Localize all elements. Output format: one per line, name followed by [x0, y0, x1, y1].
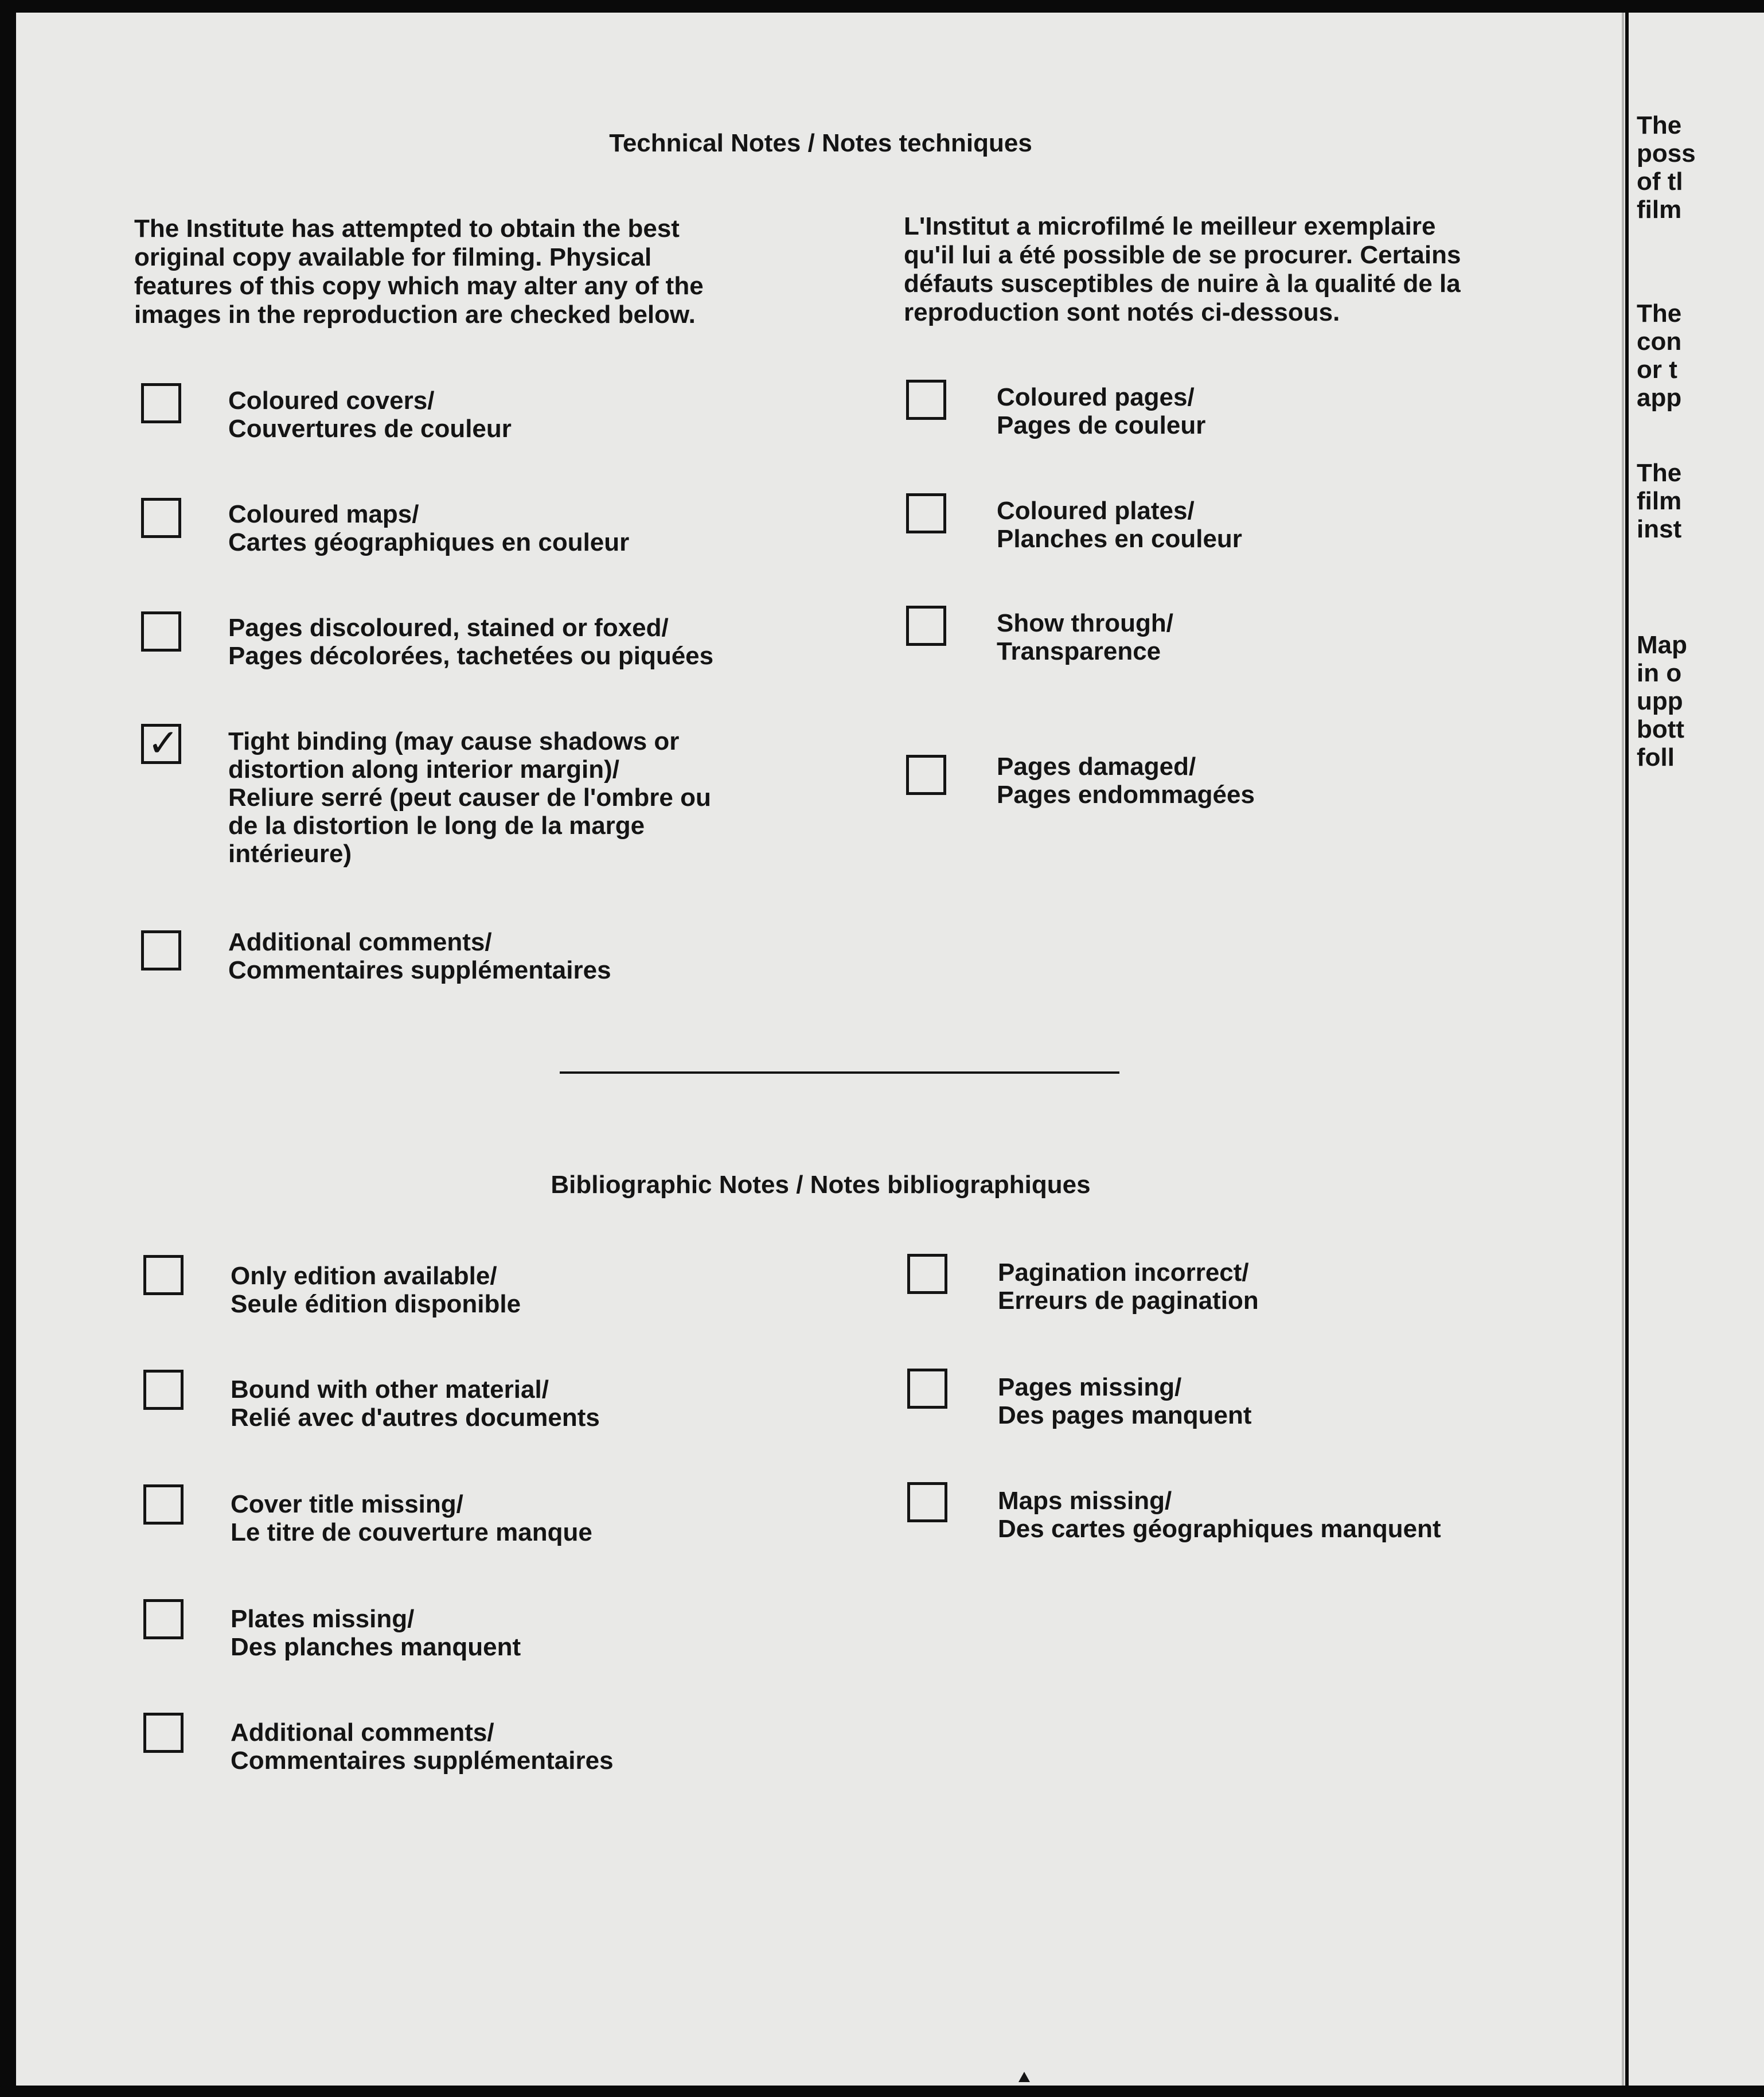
- technical-notes-title: Technical Notes / Notes techniques: [609, 129, 1032, 157]
- label-coloured-maps: Coloured maps/ Cartes géographiques en couleur: [228, 500, 630, 556]
- checkbox-additional-comments-technical[interactable]: [141, 930, 181, 970]
- label-plates-missing: Plates missing/ Des planches manquent: [231, 1605, 521, 1661]
- checkbox-additional-comments-bibliographic[interactable]: [143, 1713, 184, 1753]
- label-cover-title-missing: Cover title missing/ Le titre de couverture manque: [231, 1490, 592, 1546]
- label-additional-comments-technical: Additional comments/ Commentaires supplémentaires: [228, 928, 611, 984]
- label-bound-with: Bound with other material/ Relié avec d'autres documents: [231, 1375, 600, 1432]
- side-paragraph-4: Map in o upp bott foll: [1637, 631, 1687, 771]
- checkbox-pagination-incorrect[interactable]: [907, 1254, 947, 1294]
- checkbox-coloured-maps[interactable]: [141, 498, 181, 538]
- label-additional-comments-bibliographic: Additional comments/ Commentaires supplémentaires: [231, 1718, 614, 1775]
- checkbox-pages-missing[interactable]: [907, 1369, 947, 1409]
- label-pages-missing: Pages missing/ Des pages manquent: [998, 1373, 1252, 1429]
- label-coloured-covers: Coloured covers/ Couvertures de couleur: [228, 387, 512, 443]
- label-show-through: Show through/ Transparence: [997, 609, 1173, 665]
- label-coloured-plates: Coloured plates/ Planches en couleur: [997, 497, 1242, 553]
- label-tight-binding: Tight binding (may cause shadows or distortion along interior margin)/ Reliure serré (peut causer de l'ombre ou de la distortion le long de la marge intérieure): [228, 727, 711, 868]
- bibliographic-notes-title: Bibliographic Notes / Notes bibliographiques: [551, 1171, 1091, 1199]
- checkbox-pages-damaged[interactable]: [906, 755, 946, 795]
- label-pages-damaged: Pages damaged/ Pages endommagées: [997, 753, 1255, 809]
- checkbox-maps-missing[interactable]: [907, 1482, 947, 1522]
- checkbox-show-through[interactable]: [906, 606, 946, 646]
- technical-intro-english: The Institute has attempted to obtain the best original copy available for filming. Physical features of this copy which may alter any of the images in the reproduction are checked below.: [134, 215, 704, 329]
- adjacent-page-edge: [1629, 13, 1764, 2086]
- checkbox-cover-title-missing[interactable]: [143, 1484, 184, 1525]
- checkbox-coloured-covers[interactable]: [141, 383, 181, 423]
- page-gutter-line: [1622, 13, 1624, 2086]
- checkbox-only-edition[interactable]: [143, 1255, 184, 1295]
- checkmark-icon: ✓: [147, 721, 179, 765]
- label-pages-discoloured: Pages discoloured, stained or foxed/ Pages décolorées, tachetées ou piquées: [228, 614, 714, 670]
- label-coloured-pages: Coloured pages/ Pages de couleur: [997, 383, 1206, 439]
- checkbox-pages-discoloured[interactable]: [141, 611, 181, 652]
- label-pagination-incorrect: Pagination incorrect/ Erreurs de pagination: [998, 1258, 1259, 1315]
- side-paragraph-2: The con or t app: [1637, 299, 1682, 412]
- checkbox-bound-with[interactable]: [143, 1370, 184, 1410]
- side-paragraph-3: The film inst: [1637, 459, 1682, 543]
- checkbox-coloured-pages[interactable]: [906, 380, 946, 420]
- checkbox-plates-missing[interactable]: [143, 1599, 184, 1639]
- section-divider: [560, 1071, 1119, 1074]
- label-only-edition: Only edition available/ Seule édition disponible: [231, 1262, 521, 1318]
- technical-intro-french: L'Institut a microfilmé le meilleur exemplaire qu'il lui a été possible de se procurer. Certains défauts susceptibles de nuire à la qualité de la reproduction sont notés ci-dessous.: [904, 212, 1461, 326]
- checkbox-coloured-plates[interactable]: [906, 493, 946, 533]
- side-paragraph-1: The poss of tl film: [1637, 111, 1696, 224]
- checkbox-tight-binding[interactable]: [141, 721, 181, 765]
- label-maps-missing: Maps missing/ Des cartes géographiques manquent: [998, 1487, 1441, 1543]
- document-page: [16, 13, 1625, 2086]
- registration-mark-icon: [1018, 2072, 1030, 2082]
